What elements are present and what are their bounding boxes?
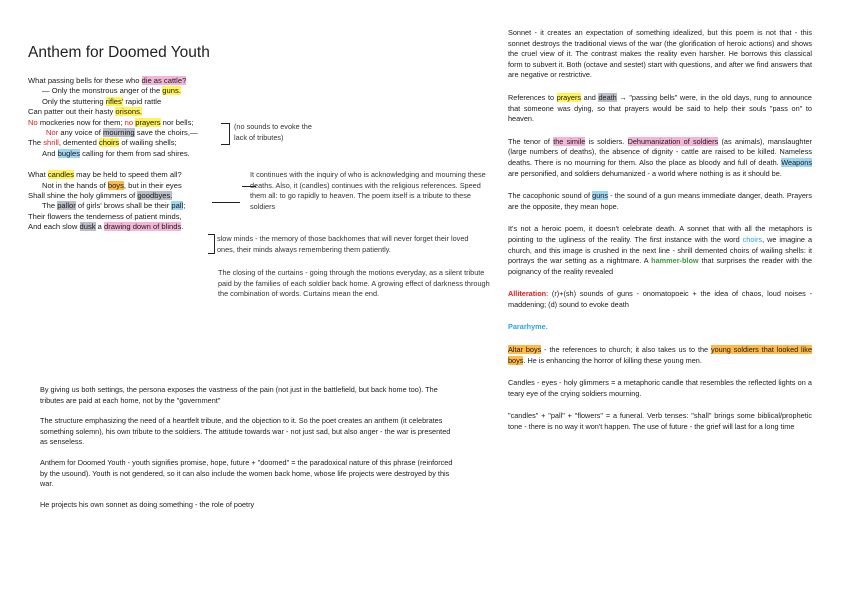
poem-line-12: The pallor of girls' brows shall be their pall;: [42, 201, 186, 211]
poem-line-2: — Only the monstrous anger of the guns.: [42, 86, 181, 96]
poem-line-1: What passing bells for these who die as cattle?: [28, 76, 187, 85]
note-continues: It continues with the inquiry of who is acknowledging and mourning these deaths. Also, it (candles) continues with the religious references. Speed them all: to go rapidly to heaven. The poem itself is a tribute to these soldiers: [250, 170, 486, 211]
paragraph-structure: The structure emphasizing the need of a heartfelt tribute, and the objection to it. So the poet creates an anthem (it celebrates something solemn), his own tribute to the soldiers. The attitude towards war - not just sad, but also anger - the war is presented as senseless.: [40, 416, 451, 447]
paragraph-alliteration: Alliteration: (r)+(sh) sounds of guns - onomatopoeic + the idea of chaos, loud noises - maddening; (d) sound to evoke death: [508, 289, 812, 309]
paragraph-references: References to prayers and death → "passing bells" were, in the old days, rung to announce that someone was dying, so that prayers would be said to help their souls "pass on" to heaven.: [508, 92, 812, 124]
paragraph-cacophonic: The cacophonic sound of guns - the sound of a gun means immediate danger, death. Prayers are the opposite, they mean hope.: [508, 191, 812, 211]
poem-line-14: And each slow dusk a drawing down of blinds.: [28, 222, 184, 232]
paragraph-funeral: "candles" + "pall" + "flowers" = a funeral. Verb tenses: "shall" brings some biblical/prophetic tone - there is no way it won't happen. The use of future - the grief will last for a long time: [508, 411, 812, 432]
poem-line-7: The shrill, demented choirs of wailing shells;: [28, 138, 177, 148]
poem-line-6: Nor any voice of mourning save the choirs,—: [46, 127, 198, 137]
poem-line-9: What candles may be held to speed them all?: [28, 170, 182, 180]
right-commentary: [508, 28, 812, 445]
paragraph-role-of-poetry: He projects his own sonnet as doing something - the role of poetry: [40, 499, 255, 509]
paragraph-not-heroic: It's not a heroic poem, it doesn't celebrate death. A sonnet that with all the metaphors is pointing to the ugliness of the reality. The first instance with the word choirs, we imagine a church, and this image is crushed in the next line - shrill demented choirs of wailing shells: it portrays the war setting as a nightmare. A hammer-blow that surprises the reader with the poignancy of the reality revealed: [508, 224, 813, 276]
poem-line-8: And bugles calling for them from sad shires.: [42, 148, 190, 158]
bottom-commentary: [40, 385, 460, 520]
paragraph-tenor: The tenor of the simile is soldiers. Dehumanization of soldiers (as animals), manslaughter (large numbers of deaths), the absence of dignity - cattle are raised to be killed. Nameless deaths. There is no mourning for them. Also the place as bloody and full of death. Weapons are personified, and soldiers dehumanized - a world where nothing is as it should be.: [508, 136, 813, 178]
poem-line-4: Can patter out their hasty orisons.: [28, 107, 142, 117]
paragraph-sonnet: Sonnet - it creates an expectation of something idealized, but this poem is not that - this sonnet destroys the traditional views of the war (the glorification of heroic actions) and shows the cruel view of it. The contrast makes the reality even harsher. He borrows this classical form to subvert it. Both (octave and sestet) start with questions, and after we find answers that are negative or restrictive.: [508, 28, 812, 80]
paragraph-title-analysis: Anthem for Doomed Youth - youth signifies promise, hope, future + "doomed" = the paradoxical nature of this phrase (reinforced by the usound). Youth is not gendered, so it can also include the women back home, whose life projects were destroyed by this war.: [40, 457, 453, 489]
bracket-lines-12-13: [208, 234, 215, 254]
connector-line-boys: [212, 202, 240, 203]
stanza-gap: [28, 159, 198, 170]
poem-line-11: Shall shine the holy glimmers of goodbyes.: [28, 190, 173, 200]
bracket-lines-5-6: [221, 123, 230, 145]
poem-line-13: Their flowers the tenderness of patient minds,: [28, 211, 182, 221]
paragraph-pararhyme: Pararhyme.: [508, 322, 548, 332]
note-closing: The closing of the curtains - going through the motions everyday, as a silent tribute paid by the families of each soldier back home. A growing effect of darkness through the combination of words. Curtains mean the end.: [218, 268, 490, 299]
paragraph-altar-boys: Altar boys - the references to church; it also takes us to the young soldiers that looked like boys. He is enhancing the horror of killing these young men.: [508, 345, 812, 365]
poem-line-10: Not in the hands of boys, but in their eyes: [42, 180, 182, 190]
poem: [28, 76, 198, 232]
note-no-sounds: (no sounds to evoke the lack of tributes): [234, 122, 312, 142]
paragraph-settings: By giving us both settings, the persona exposes the vastness of the pain (not just in the battlefield, but back home too). The tributes are paid at each home, not by the "government": [40, 385, 438, 405]
page-title: Anthem for Doomed Youth: [28, 44, 210, 61]
paragraph-candles: Candles - eyes - holy glimmers = a metaphoric candle that resembles the reflected lights on a teary eye of the crying soldiers mourning.: [508, 378, 812, 398]
poem-line-5: No mockeries now for them; no prayers nor bells;: [28, 117, 194, 127]
poem-line-3: Only the stuttering rifles' rapid rattle: [42, 96, 162, 106]
note-slow-minds: slow minds - the memory of those backhomes that will never forget their loved ones, their minds always remembering them patiently.: [217, 234, 469, 254]
